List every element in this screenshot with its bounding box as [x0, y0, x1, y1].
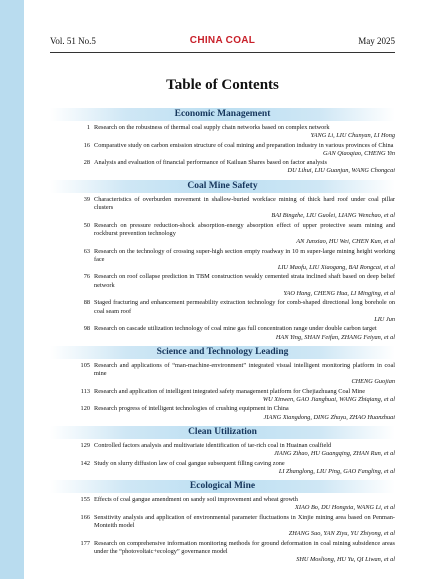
toc-entry[interactable]	[50, 460, 395, 477]
section-title: Ecological Mine	[189, 481, 256, 492]
page-number: 120	[80, 405, 90, 413]
toc-entry[interactable]	[50, 299, 395, 324]
section-heading	[50, 426, 395, 439]
article-authors: YAO Hang, CHENG Hua, LI Mingjing, et al	[283, 290, 395, 298]
article-title: Staged fracturing and enhancement permeability extraction technology for comb-shaped directional long borehole on coal seam roof	[94, 299, 395, 315]
article-authors: SHU Mosliong, HU Yu, QI Liwan, et al	[296, 556, 395, 564]
article-title: Research progress of intelligent technologies of crushing equipment in China	[94, 405, 289, 413]
section-heading	[50, 480, 395, 493]
journal-header	[50, 35, 395, 49]
blue-spine-bar	[0, 0, 24, 579]
section-heading	[50, 108, 395, 121]
article-authors: HAN Ying, SHAN Feifan, ZHANG Feiyan, et al	[275, 333, 395, 341]
article-title: Analysis and evaluation of financial performance of Kailuan Shares based on factor analysis	[94, 159, 327, 167]
article-title: Research on the technology of crossing super-high section empty roadway in 10 m super-large mining height working face	[94, 247, 395, 263]
page-number: 50	[83, 221, 90, 229]
toc-page	[50, 0, 395, 579]
header-rule	[50, 52, 395, 53]
article-authors: GAN Qiaoqiao, CHENG Yin	[323, 149, 395, 157]
toc-entry[interactable]	[50, 362, 395, 387]
page-number: 28	[83, 159, 90, 167]
toc-entry[interactable]	[50, 325, 395, 342]
article-authors: ZHANG Suo, YAN Ziyu, YU Zhiyong, et al	[288, 530, 395, 538]
page-number: 63	[83, 247, 90, 255]
page-number: 98	[83, 325, 90, 333]
toc-entry[interactable]	[50, 405, 395, 422]
issue-date: May 2025	[358, 36, 395, 46]
article-title: Research on the robustness of thermal coal supply chain networks based on complex network	[94, 124, 330, 131]
article-title: Research on cascade utilization technology of coal mine gas full concentration range under double carbon target	[94, 325, 377, 333]
article-authors: YANG Li, LIU Chunyan, LI Hong	[310, 132, 395, 140]
article-authors: DU Lihui, LIU Guanjun, WANG Chongcai	[287, 167, 395, 175]
section-title: Coal Mine Safety	[187, 180, 258, 191]
page-number: 39	[83, 195, 90, 203]
page-number: 155	[80, 496, 90, 504]
article-title: Research on comprehensive information monitoring methods for ground deformation in coal mining subsidence areas under the “photovoltaic+ecology” governance model	[94, 539, 395, 555]
section-title: Clean Utilization	[188, 426, 257, 437]
article-authors: LIU Maofu, LIU Xiaogang, BAI Rongcai, et al	[277, 264, 395, 272]
article-authors: JIANG Xiangdong, DING Zhuyu, ZHAO Huanzhuai	[263, 413, 395, 421]
article-title: Effects of coal gangue amendment on sandy soil improvement and wheat growth	[94, 496, 298, 504]
article-authors: AN Junxiao, HU Wei, CHEN Kun, et al	[296, 238, 395, 246]
section-heading	[50, 180, 395, 193]
toc-entry[interactable]	[50, 196, 395, 221]
page-number: 177	[80, 539, 90, 547]
page-number: 105	[80, 361, 90, 369]
page-number: 113	[80, 387, 90, 395]
article-authors: LI Zhanglong, LIU Ping, GAO Fangling, et al	[278, 467, 395, 475]
toc-entry[interactable]	[50, 222, 395, 247]
toc-entry[interactable]	[50, 159, 395, 176]
toc-entry[interactable]	[50, 142, 395, 159]
page-number: 166	[80, 513, 90, 521]
page-title: Table of Contents	[166, 77, 279, 93]
article-authors: XIAO Bo, DU Hongxia, WANG Li, et al	[295, 504, 395, 512]
toc-entry[interactable]	[50, 496, 395, 513]
article-title: Research on roof collapse prediction in TBM construction weakly cemented strata inclined shaft based on deep belief network	[94, 273, 395, 289]
journal-name: CHINA COAL	[189, 35, 256, 46]
toc-entry[interactable]	[50, 124, 395, 141]
article-authors: CHENG Guojian	[351, 378, 395, 386]
volume-issue: Vol. 51 No.5	[50, 36, 96, 46]
toc-entry[interactable]	[50, 388, 395, 405]
article-title: Research and applications of “man-machine-environment” integrated visual intelligent monitoring platform in coal mine	[94, 361, 395, 378]
page-number: 1	[86, 124, 90, 131]
toc-entry[interactable]	[50, 273, 395, 298]
article-title: Research on pressure reduction-shock absorption-energy absorption effect of upper protective seam mining and rockburst prevention technology	[94, 221, 395, 237]
article-title: Comparative study on carbon emission structure of coal mining and preparation industry in various provinces of China	[94, 141, 394, 149]
section-title: Economic Management	[174, 109, 271, 119]
toc-entry[interactable]	[50, 442, 395, 459]
article-authors: WU Xinwen, GAO Jianghuai, WANG Zhiqiang, et al	[262, 396, 395, 404]
page-number: 88	[83, 299, 90, 307]
article-title: Sensitivity analysis and application of environmental parameter fluctuations in Xinjie mining area based on Penman-Monteith model	[94, 513, 395, 529]
article-authors: LIU Jun	[374, 315, 395, 323]
page-number: 129	[80, 441, 90, 449]
article-title: Study on slurry diffusion law of coal gangue subsequent filling caving zone	[94, 459, 285, 467]
toc-entry[interactable]	[50, 540, 395, 565]
article-authors: JIANG Zihao, HU Guangqing, ZHAN Run, et al	[273, 450, 395, 458]
page-number: 16	[83, 141, 90, 149]
page-number: 76	[83, 273, 90, 281]
article-title: Controlled factors analysis and multivariate identification of tar-rich coal in Huainan coalfield	[94, 441, 332, 449]
section-heading	[50, 346, 395, 359]
toc-entry[interactable]	[50, 248, 395, 273]
toc-entry[interactable]	[50, 514, 395, 539]
toc-list	[50, 108, 395, 565]
section-title: Science and Technology Leading	[156, 346, 289, 357]
article-title: Research and application of intelligent integrated safety management platform for Chejiazhuang Coal Mine	[94, 387, 366, 395]
article-title: Characteristics of overburden movement in shallow-buried workface mining of thick hard roof under coal pillar clusters	[94, 195, 395, 212]
page-number: 142	[80, 459, 90, 467]
article-authors: BAI Bingzhe, LIU Guolei, LIANG Wenchao, et al	[271, 212, 395, 220]
